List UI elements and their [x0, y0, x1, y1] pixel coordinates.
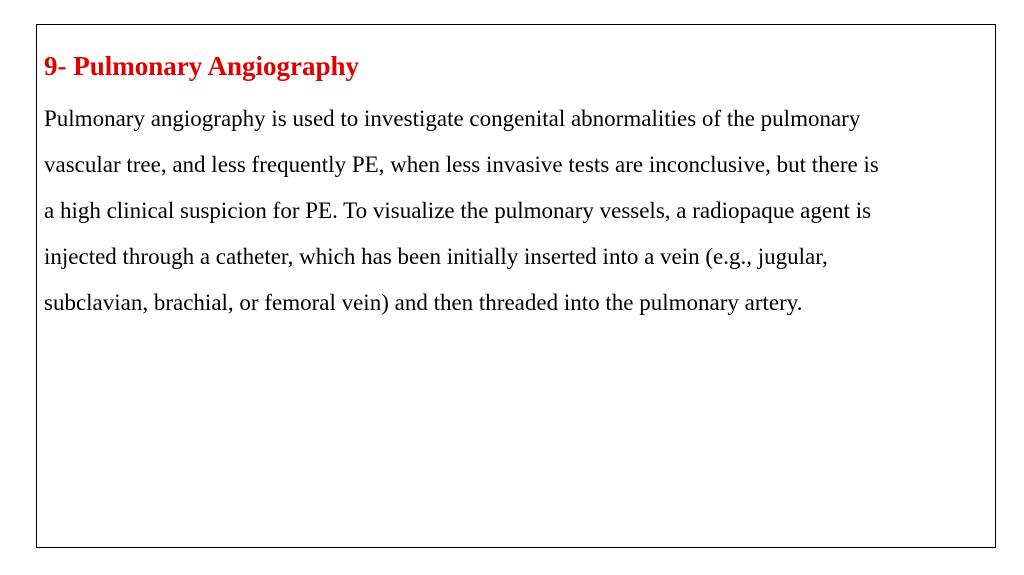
body-line: vascular tree, and less frequently PE, when less invasive tests are inconclusive, but there is [44, 152, 879, 177]
body-line: Pulmonary angiography is used to investigate congenital abnormalities of the pulmonary [44, 106, 861, 131]
body-line: a high clinical suspicion for PE. To visualize the pulmonary vessels, a radiopaque agent is [44, 198, 872, 223]
body-line: injected through a catheter, which has been initially inserted into a vein (e.g., jugular, [44, 244, 828, 269]
section-heading: 9- Pulmonary Angiography [44, 51, 360, 81]
body-paragraph [44, 96, 879, 326]
body-line: subclavian, brachial, or femoral vein) and then threaded into the pulmonary artery. [44, 290, 803, 315]
